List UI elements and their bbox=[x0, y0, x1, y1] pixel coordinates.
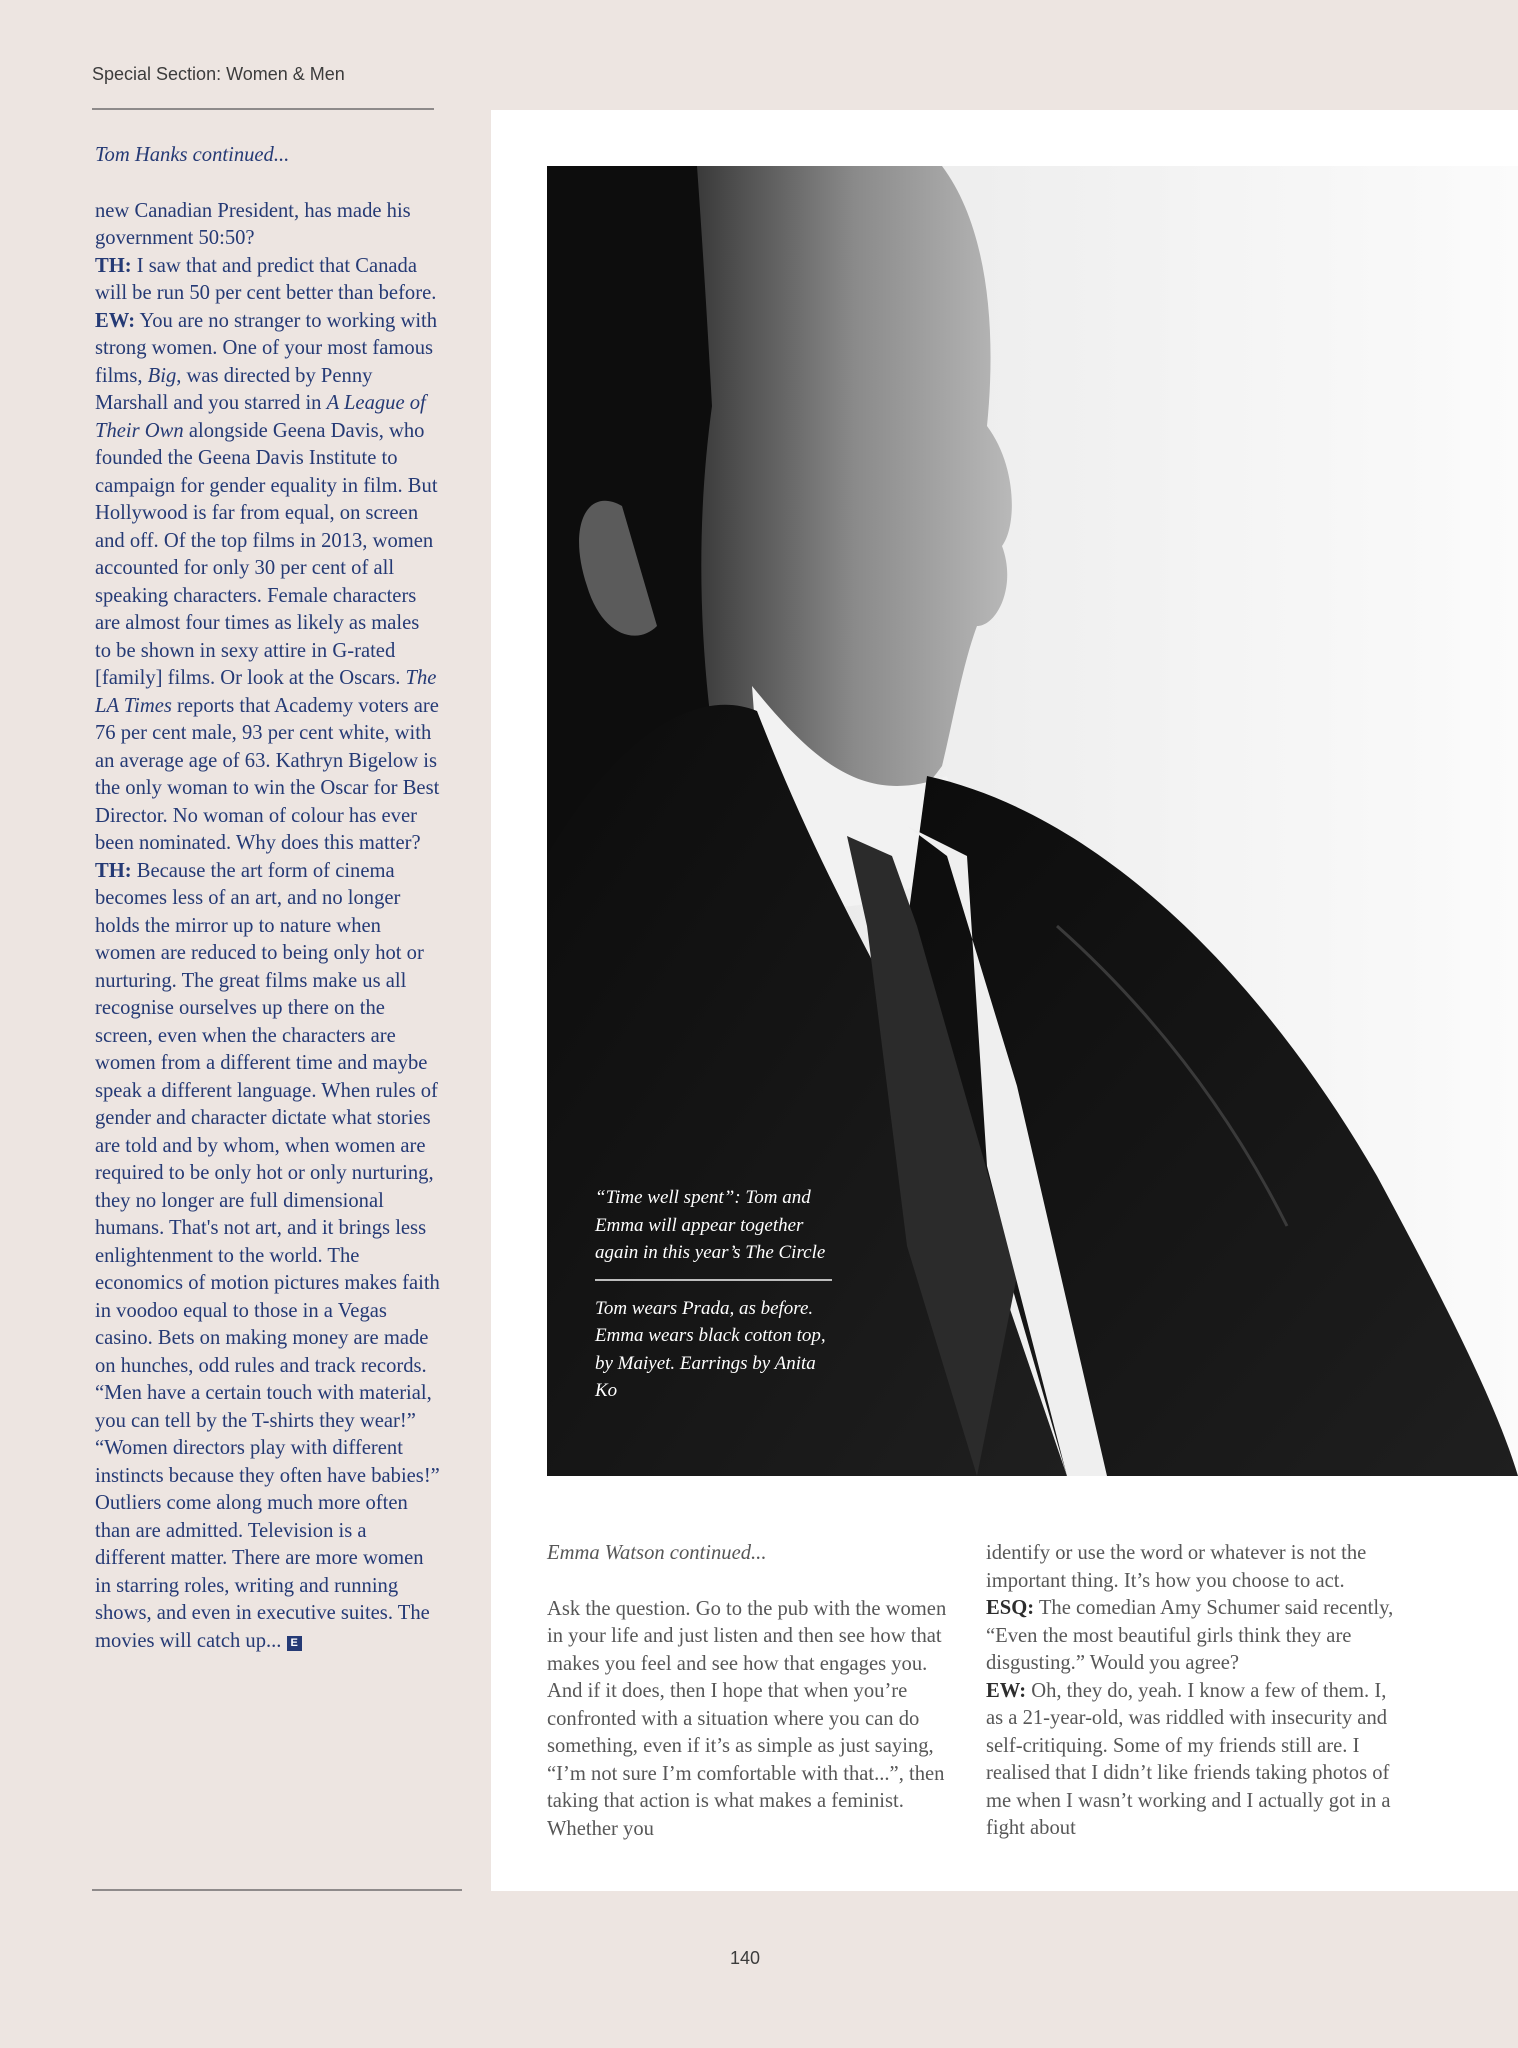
caption-divider bbox=[595, 1279, 832, 1281]
footer-divider bbox=[92, 1889, 462, 1891]
caption-text: “Time well spent”: Tom and Emma will appear together again in this year’s The Circle bbox=[595, 1187, 826, 1263]
end-mark-icon: E bbox=[287, 1636, 302, 1651]
section-label: Special Section: Women & Men bbox=[92, 64, 345, 84]
bottom-column-2-text: identify or use the word or whatever is not the important thing. It’s how you choose to act. ESQ: The comedian Amy Schumer said recently, “Even the most beautiful girls think they are disgusting.” Would you agree? EW: Oh, they do, yeah. I know a few of them. I, as a 21-year-old, was riddled with insecurity and self-critiquing. Some of my friends still are. I realised that I didn’t like friends taking photos of me when I wasn’t working and I actually got in a fight about bbox=[986, 1542, 1394, 1839]
left-column bbox=[95, 142, 440, 1655]
header-divider bbox=[92, 108, 434, 110]
bottom-column-1-text: Ask the question. Go to the pub with the women in your life and just listen and then see how that makes you feel and see how that engages you. And if it does, then I hope that when you’re confronted with a situation where you can do something, even if it’s as simple as just saying, “I’m not sure I’m comfortable with that...”, then taking that action is what makes a feminist. Whether you bbox=[547, 1597, 947, 1840]
interview-text bbox=[95, 198, 440, 1656]
bottom-column-1 bbox=[547, 1540, 957, 1843]
photo-caption bbox=[595, 1184, 840, 1405]
continued-label-emma: Emma Watson continued... bbox=[547, 1542, 767, 1564]
bottom-column-2 bbox=[986, 1540, 1396, 1843]
page-number: 140 bbox=[730, 1948, 761, 1968]
interview-body: new Canadian President, has made his government 50:50? TH: I saw that and predict that Canada will be run 50 per cent better than before. EW: You are no stranger to working with strong women. One of your most famous films, Big, was directed by Penny Marshall and you starred in A League of Their Own alongside Geena Davis, who founded the Geena Davis Institute to campaign for gender equality in film. But Hollywood is far from equal, on screen and off. Of the top films in 2013, women accounted for only 30 per cent of all speaking characters. Female characters are almost four times as likely as males to be shown in sexy attire in G-rated [family] films. Or look at the Oscars. The LA Times reports that Academy voters are 76 per cent male, 93 per cent white, with an average age of 63. Kathryn Bigelow is the only woman to win the Oscar for Best Director. No woman of colour has ever been nominated. Why does this matter? TH: Because the art form of cinema becomes less of an art, and no longer holds the mirror up to nature when women are reduced to being only hot or nurturing. The great films make us all recognise ourselves up there on the screen, even when the characters are women from a different time and maybe speak a different language. When rules of gender and character dictate what stories are told and by whom, when women are required to be only hot or only nurturing, they no longer are full dimensional humans. That's not art, and it brings less enlightenment to the world. The economics of motion pictures makes faith in voodoo equal to those in a Vegas casino. Bets on making money are made on hunches, odd rules and track records. “Men have a certain touch with material, you can tell by the T-shirts they wear!” “Women directors play with different instincts because they often have babies!” Outliers come along much more often than are admitted. Television is a different matter. There are more women in starring roles, writing and running shows, and even in executive suites. The movies will catch up... bbox=[95, 199, 440, 1652]
continued-label: Tom Hanks continued... bbox=[95, 144, 290, 166]
caption-credit: Tom wears Prada, as before. Emma wears black cotton top, by Maiyet. Earrings by Anita Ko bbox=[595, 1297, 826, 1401]
